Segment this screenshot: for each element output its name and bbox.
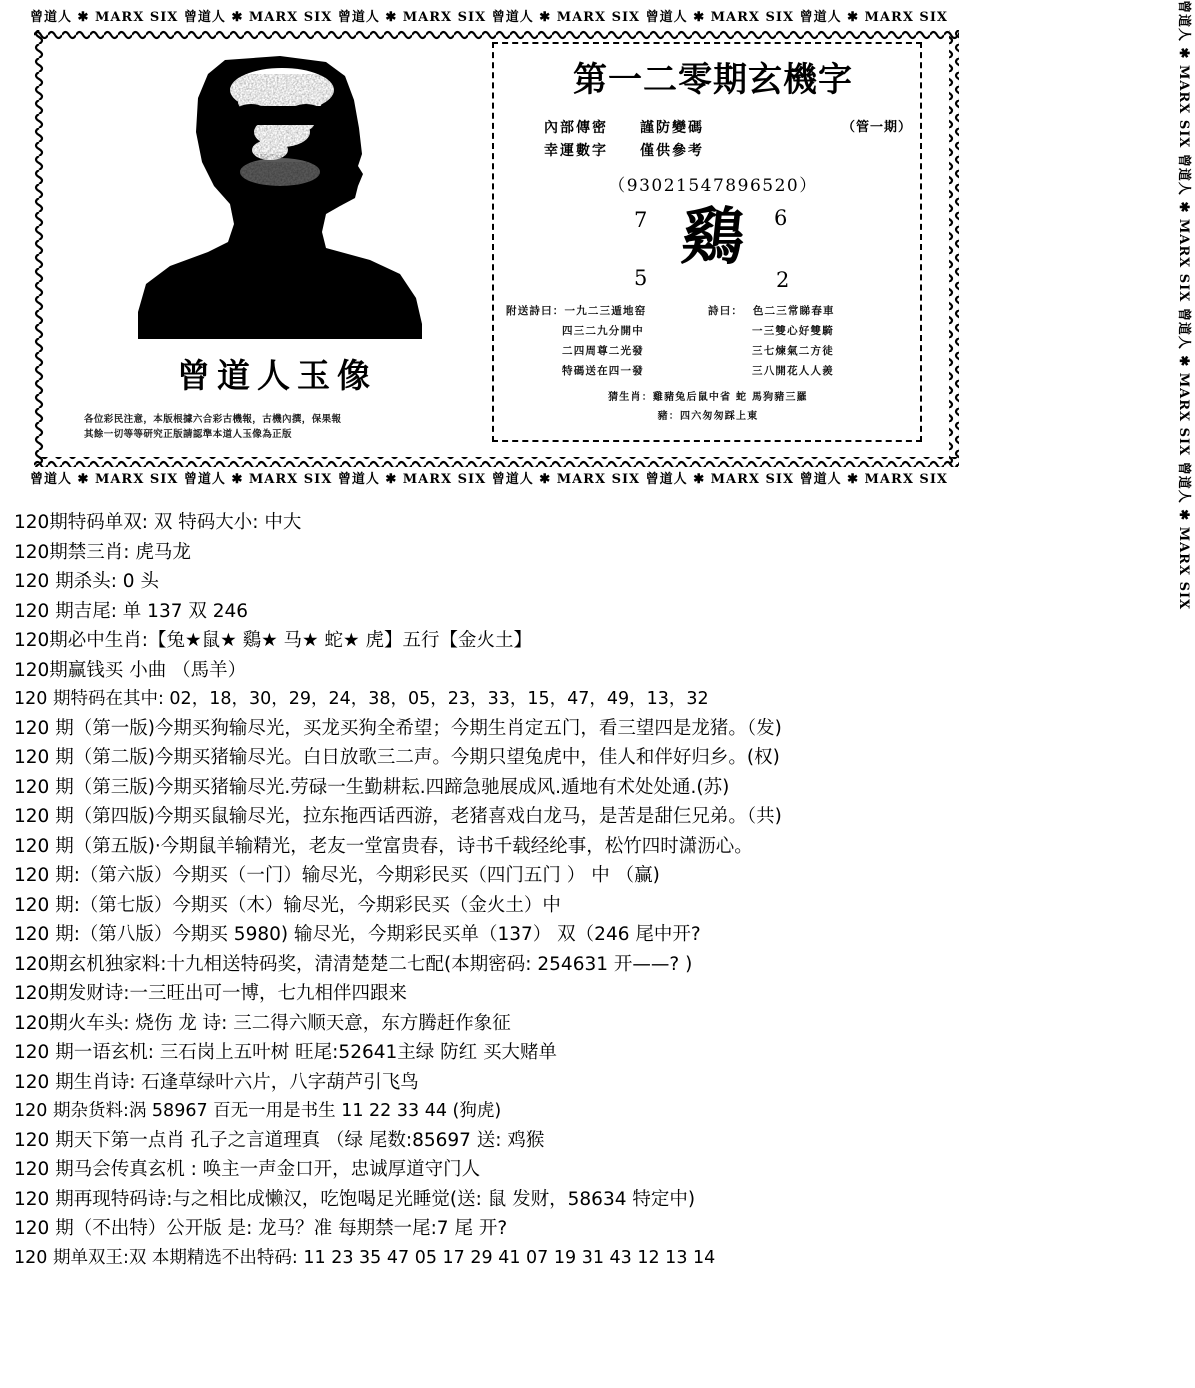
poem-left-label: 附送詩曰：: [506, 305, 565, 317]
marquee-text-top: 曾道人 ✱ MARX SIX 曾道人 ✱ MARX SIX 曾道人 ✱ MARX SIX 曾道人 ✱ MARX SIX 曾道人 ✱ MARX SIX 曾道人 ✱ MARX SIX: [30, 10, 948, 25]
poem-right-line-3: 三七煉氣二方徒: [752, 344, 834, 357]
portrait-caption: 曾道人玉像: [177, 356, 377, 395]
forecast-line: 120 期一语玄机: 三石岗上五叶树 旺尾:52641主绿 防红 买大赌单: [14, 1042, 558, 1063]
forecast-lines: [0, 500, 997, 1267]
disclaimer-line-2: 其餘一切等等研究正版請認準本道人玉像為正版: [84, 428, 292, 440]
forecast-line: 120 期马会传真玄机 : 唤主一声金口开，忠诚厚道守门人: [14, 1159, 481, 1180]
portrait-container: [82, 54, 472, 344]
oracle-sub-b1: 謹防變碼: [640, 120, 704, 136]
marquee-top: [30, 6, 970, 26]
forecast-line: 120 期再现特码诗:与之相比成懒汉，吃饱喝足光睡觉(送: 鼠 发财，58634 特定中): [14, 1188, 696, 1210]
oracle-subtitle-block: [492, 117, 934, 163]
oracle-issue-note: （管一期）: [841, 120, 912, 135]
lucky-numbers: （93021547896520）: [608, 176, 818, 197]
rooster-glyph: 鷄: [678, 200, 748, 274]
forecast-line: 120 期吉尾: 单 137 双 246: [14, 600, 249, 622]
forecast-line: 120 期杂货料:涡 58967 百无一用是书生 11 22 33 44 (狗虎): [14, 1101, 502, 1121]
forecast-line: 120 期:（第六版）今期买（一门）输尽光，今期彩民买（四门五门 ） 中 （赢): [14, 865, 660, 886]
disclaimer-text: [62, 413, 492, 442]
oracle-sub-a1: 內部傳密: [544, 120, 608, 136]
marquee-bottom: [30, 468, 970, 488]
poem-left-line-1: 一九二三遁地窑: [564, 305, 647, 317]
poem-footer-line-1: 猜生肖：雞豬兔后鼠中省 蛇 馬狗豬三羅: [608, 392, 808, 403]
forecast-line: 120 期生肖诗: 石逢草绿叶六片，八字葫芦引飞鸟: [14, 1071, 419, 1093]
forecast-line: 120 期杀头: 0 头: [14, 571, 159, 592]
forecast-line: 120 期（不出特）公开版 是: 龙马？准 每期禁一尾:7 尾 开?: [14, 1218, 508, 1239]
oracle-subtitle-row-2: [544, 140, 934, 163]
poem-left-line-3: 二四周尊二光發: [562, 344, 644, 357]
corner-number-bottom-right: 2: [776, 268, 790, 293]
corner-number-top-right: 6: [774, 206, 788, 231]
portrait-pane: [62, 40, 492, 460]
marquee-text-right: 曾道人 ✱ MARX SIX 曾道人 ✱ MARX SIX 曾道人 ✱ MARX SIX 曾道人 ✱ MARX SIX: [1176, 0, 1191, 611]
forecast-line: 120期玄机独家料:十九相送特码奖，清清楚楚二七配(本期密码: 254631 开——? ): [14, 953, 693, 975]
forecast-line: 120 期天下第一点肖 孔子之言道理真 （绿 尾数:85697 送: 鸡猴: [14, 1129, 545, 1151]
oracle-sub-b2: 僅供參考: [640, 143, 704, 160]
poem-right-line-2: 一三雙心好雙騎: [752, 324, 834, 337]
disclaimer-line-1: 各位彩民注意，本版根據六合彩古機報，古機內撰，保果報: [84, 414, 342, 425]
forecast-line: 120 期（第一版)今期买狗输尽光，买龙买狗全希望；今期生肖定五门，看三望四是龙猪。（发): [14, 717, 782, 739]
forecast-line: 120期赢钱买 小曲 （馬羊）: [14, 659, 247, 681]
forecast-line: 120期火车头: 烧伤 龙 诗: 三二得六顺天意，东方腾赶作象征: [14, 1012, 511, 1034]
forecast-line: 120 期:（第七版）今期买（木）输尽光，今期彩民买（金火土）中: [14, 894, 561, 916]
forecast-line: 120 期特码在其中: 02，18，30，29，24，38，05，23，33，15，47，49，13，32: [14, 689, 709, 709]
oracle-sub-a2: 幸運數字: [544, 143, 608, 160]
portrait-image: [130, 54, 430, 339]
poem-left-line-0: [506, 302, 708, 322]
corner-number-bottom-left: 5: [634, 266, 648, 291]
poem-right-line-0: [708, 302, 910, 322]
poem-right-line-1: 色二三常睇春車: [752, 305, 835, 317]
forecast-line: 120 期:（第八版）今期买 5980) 输尽光，今期彩民买单（137） 双（246 尾中开?: [14, 924, 701, 945]
zodiac-glyph-area: [492, 202, 934, 307]
oracle-title: 第一二零期玄機字: [573, 60, 853, 100]
poem-left-line-4: 特碼送在四一發: [562, 364, 644, 377]
forecast-line: 120 期（第三版)今期买猪输尽光.劳碌一生勤耕耘.四蹄急驰展成风.遁地有术处处通.(苏): [14, 776, 730, 798]
poem-right-line-4: 三八開花人人羨: [752, 364, 834, 377]
oracle-pane: [492, 40, 934, 460]
poem-right-label: 詩曰：: [708, 305, 744, 317]
forecast-line: 120 期（第四版)今期买鼠输尽光，拉东拖西话西游，老猪喜戏白龙马，是苦是甜仨兄弟。（共): [14, 806, 782, 827]
poem-column-right: [708, 302, 910, 382]
corner-number-top-left: 7: [634, 208, 648, 233]
forecast-line: 120 期（第五版)·今期鼠羊输精光，老友一堂富贵春，诗书千载经纶事，松竹四时潇沥心。: [14, 835, 753, 857]
forecast-line: 120期必中生肖:【兔★鼠★ 鷄★ 马★ 蛇★ 虎】五行【金火土】: [14, 630, 532, 651]
poem-footer: [506, 388, 910, 426]
forecast-line: 120 期单双王:双 本期精选不出特码: 11 23 35 47 05 17 29 41 07 19 31 43 12 13 14: [14, 1247, 716, 1268]
marquee-right: [1175, 0, 1195, 611]
forecast-line: 120 期（第二版)今期买猪输尽光。白日放歌三二声。今期只望兔虎中，佳人和伴好归乡。(权): [14, 747, 780, 768]
forecast-line: 120期特码单双: 双 特码大小: 中大: [14, 512, 302, 533]
poem-left-line-2: 四三二九分開中: [562, 324, 644, 337]
forecast-line: 120期发财诗:一三旺出可一博，七九相伴四跟来: [14, 983, 408, 1004]
forecast-line: 120期禁三肖: 虎马龙: [14, 541, 191, 563]
poem-column-left: [506, 302, 708, 382]
poem-block: [506, 302, 910, 382]
marquee-text-bottom: 曾道人 ✱ MARX SIX 曾道人 ✱ MARX SIX 曾道人 ✱ MARX SIX 曾道人 ✱ MARX SIX 曾道人 ✱ MARX SIX 曾道人 ✱ MARX SIX: [30, 472, 948, 487]
poem-footer-line-2: 豬：四六匆匆踩上東: [657, 411, 759, 422]
